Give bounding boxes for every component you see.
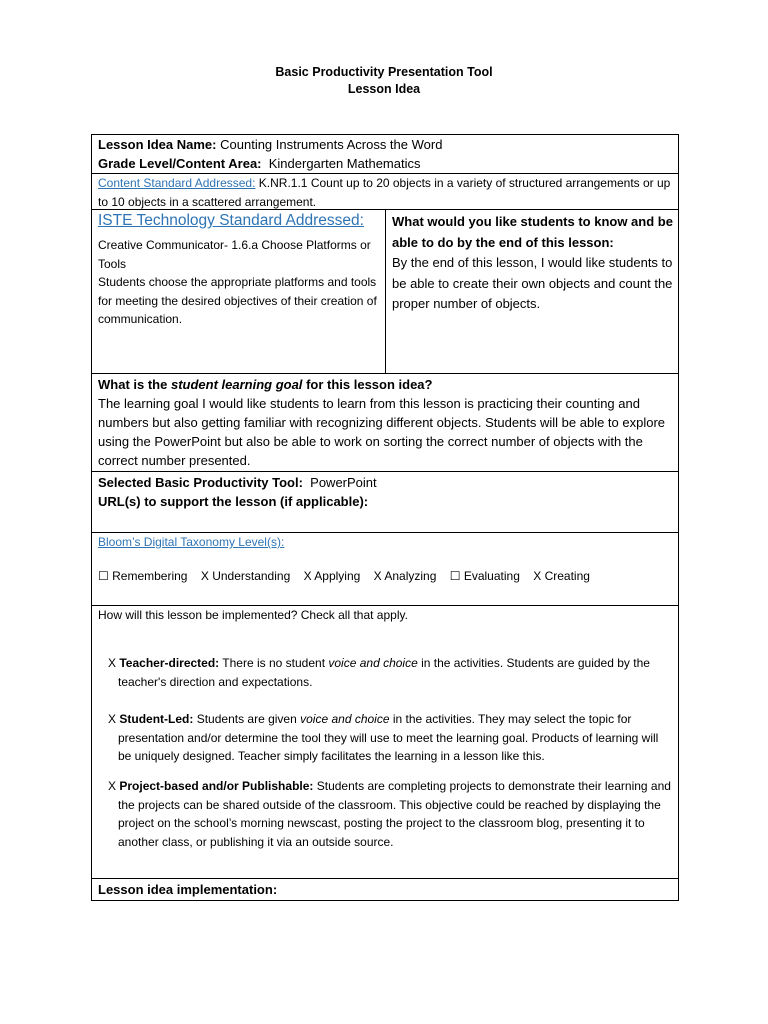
bloom-link[interactable]: Bloom’s Digital Taxonomy Level(s): (98, 535, 285, 549)
student-led-item[interactable]: X Student-Led: Students are given voice and choice in the activities. They may select the topic for presentation and/or determine the tool they will use to meet the learning goal. Products of learning will be uniquely designed. Teacher simply facilitates the learning in a lesson like this. (108, 712, 659, 763)
iste-row (92, 210, 678, 374)
lesson-idea-implementation-label: Lesson idea implementation: (98, 882, 278, 897)
bloom-levels (98, 567, 672, 586)
project-based-item[interactable]: X Project-based and/or Publishable: Students are completing projects to demonstrate their learning and the projects can be shared outside of the classroom. This objective could be reached by displaying the project on the school’s morning newscast, posting the project to the classroom blog, presenting it to another class, or publishing it via an outside source. (108, 779, 671, 849)
lesson-name-row (92, 135, 678, 174)
content-standard-text: K.NR.1.1 Count up to 20 objects in a variety of structured arrangements or up to 10 objects in a scattered arrangement. (98, 176, 671, 209)
learning-goal-text: The learning goal I would like students to learn from this lesson is practicing their counting and numbers but also getting familiar with recognizing different objects. Students will be able to explore using the PowerPoint but also be able to work on sorting the correct number of objects with the correct number presented. (98, 396, 666, 468)
grade-value: Kindergarten Mathematics (268, 156, 421, 171)
tool-row (92, 472, 678, 533)
iste-description: Students choose the appropriate platforms and tools for meeting the desired objectives of their creation of communication. (98, 275, 377, 326)
tool-label: Selected Basic Productivity Tool: (98, 475, 303, 490)
bloom-level-evaluating[interactable]: ☐ Evaluating (449, 569, 520, 583)
learning-goal-row (92, 374, 678, 472)
content-standard-link[interactable]: Content Standard Addressed: (98, 176, 256, 190)
iste-link[interactable]: ISTE Technology Standard Addressed: (98, 212, 364, 229)
bloom-level-applying[interactable]: X Applying (303, 569, 361, 583)
teacher-directed-item[interactable]: X Teacher-directed: There is no student voice and choice in the activities. Students are guided by the teacher's direction and expectations. (108, 656, 650, 689)
know-answer: By the end of this lesson, I would like students to be able to create their own objects and count the proper number of objects. (392, 255, 673, 311)
bloom-row (92, 533, 678, 606)
learning-goal-question: What is the student learning goal for this lesson idea? (98, 377, 433, 392)
document-title: Basic Productivity Presentation Tool (275, 65, 493, 79)
iste-cell (92, 210, 386, 373)
lesson-name-value: Counting Instruments Across the Word (220, 137, 443, 152)
implementation-question: How will this lesson be implemented? Check all that apply. (98, 608, 408, 622)
tool-value: PowerPoint (310, 475, 377, 490)
iste-standard: Creative Communicator- 1.6.a Choose Platforms or Tools (98, 238, 371, 271)
lesson-table (91, 134, 679, 901)
bloom-level-understanding[interactable]: X Understanding (200, 569, 291, 583)
lesson-name-label: Lesson Idea Name: (98, 137, 217, 152)
bloom-level-analyzing[interactable]: X Analyzing (373, 569, 437, 583)
document-subtitle: Lesson Idea (347, 82, 421, 96)
implementation-footer-row (92, 879, 678, 900)
know-cell (392, 212, 674, 315)
content-standard-row (92, 174, 678, 210)
bloom-level-creating[interactable]: X Creating (533, 569, 590, 583)
url-label: URL(s) to support the lesson (if applicable): (98, 494, 369, 509)
bloom-level-remembering[interactable]: ☐ Remembering (98, 569, 188, 583)
know-question: What would you like students to know and be able to do by the end of this lesson: (392, 214, 673, 250)
implementation-row (92, 606, 678, 879)
grade-label: Grade Level/Content Area: (98, 156, 262, 171)
